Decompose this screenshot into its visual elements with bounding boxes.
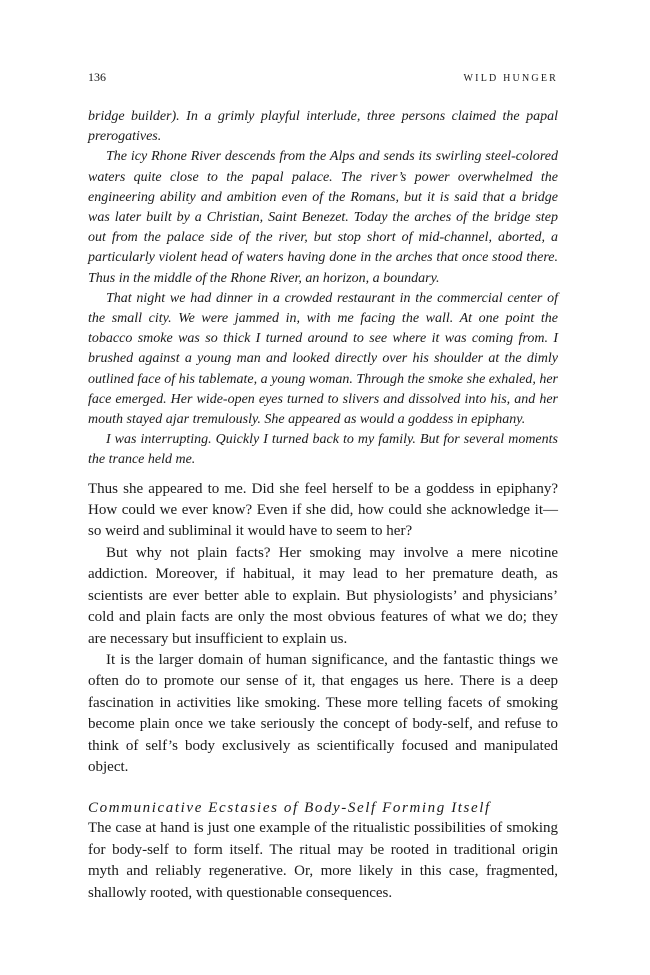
- body-paragraph: But why not plain facts? Her smoking may involve a mere nicotine addiction. Moreover, if habitual, it may lead to her premature death, as scientists are ever better able to explain. But physiologists’ and physicians’ cold and plain facts are only the most obvious features of what we do; they are necessary but insufficient to explain us.: [88, 544, 558, 647]
- running-head: [88, 70, 558, 88]
- section-body: [88, 818, 558, 904]
- running-title: WILD HUNGER: [463, 73, 558, 84]
- body-paragraph: It is the larger domain of human significance, and the fantastic things we often do to promote our sense of it, that engages us here. There is a deep fascination in activities like smoking. These more telling facets of smoking become plain once we take seriously the concept of body-self, and refuse to think of self’s body exclusively as scientifically focused and manipulated object.: [88, 651, 558, 775]
- book-page: [88, 70, 558, 904]
- excerpt-paragraph: bridge builder). In a grimly playful interlude, three persons claimed the papal prerogatives.: [88, 109, 558, 145]
- excerpt-paragraph: That night we had dinner in a crowded restaurant in the commercial center of the small city. We were jammed in, with me facing the wall. At one point the tobacco smoke was so thick I turned around to see where it was coming from. I brushed against a young man and looked directly over his shoulder at the dimly outlined face of his tablemate, a young woman. Through the smoke she exhaled, her face emerged. Her wide-open eyes turned to slivers and dissolved into his, and her mouth stayed ajar tremulously. She appeared as would a goddess in epiphany.: [88, 290, 558, 428]
- excerpt-paragraph: The icy Rhone River descends from the Alps and sends its swirling steel-colored waters quite close to the papal palace. The river’s power overwhelmed the engineering ability and ambition even of the Romans, but it is said that a bridge was later built by a Christian, Saint Benezet. Today the arches of the bridge step out from the palace side of the river, but stop short of mid-channel, aborted, a particularly violent head of waters having done in the arches that once stood there. Thus in the middle of the Rhone River, an horizon, a boundary.: [88, 149, 558, 286]
- page-number: 136: [88, 70, 106, 84]
- section-paragraph: The case at hand is just one example of the ritualistic possibilities of smoking for body-self to form itself. The ritual may be rooted in traditional origin myth and reliably regenerative. Or, more likely in this case, fragmented, shallowly rooted, with questionable consequences.: [88, 820, 558, 901]
- section-heading: Communicative Ecstasies of Body-Self Forming Itself: [88, 800, 491, 817]
- excerpt-paragraph: I was interrupting. Quickly I turned back to my family. But for several moments the trance held me.: [88, 432, 558, 468]
- body-text: [88, 479, 558, 779]
- body-paragraph: Thus she appeared to me. Did she feel herself to be a goddess in epiphany? How could we ever know? Even if she did, how could she acknowledge it—so weird and subliminal it would have to seem to her?: [88, 480, 558, 540]
- italic-excerpt: [88, 107, 558, 471]
